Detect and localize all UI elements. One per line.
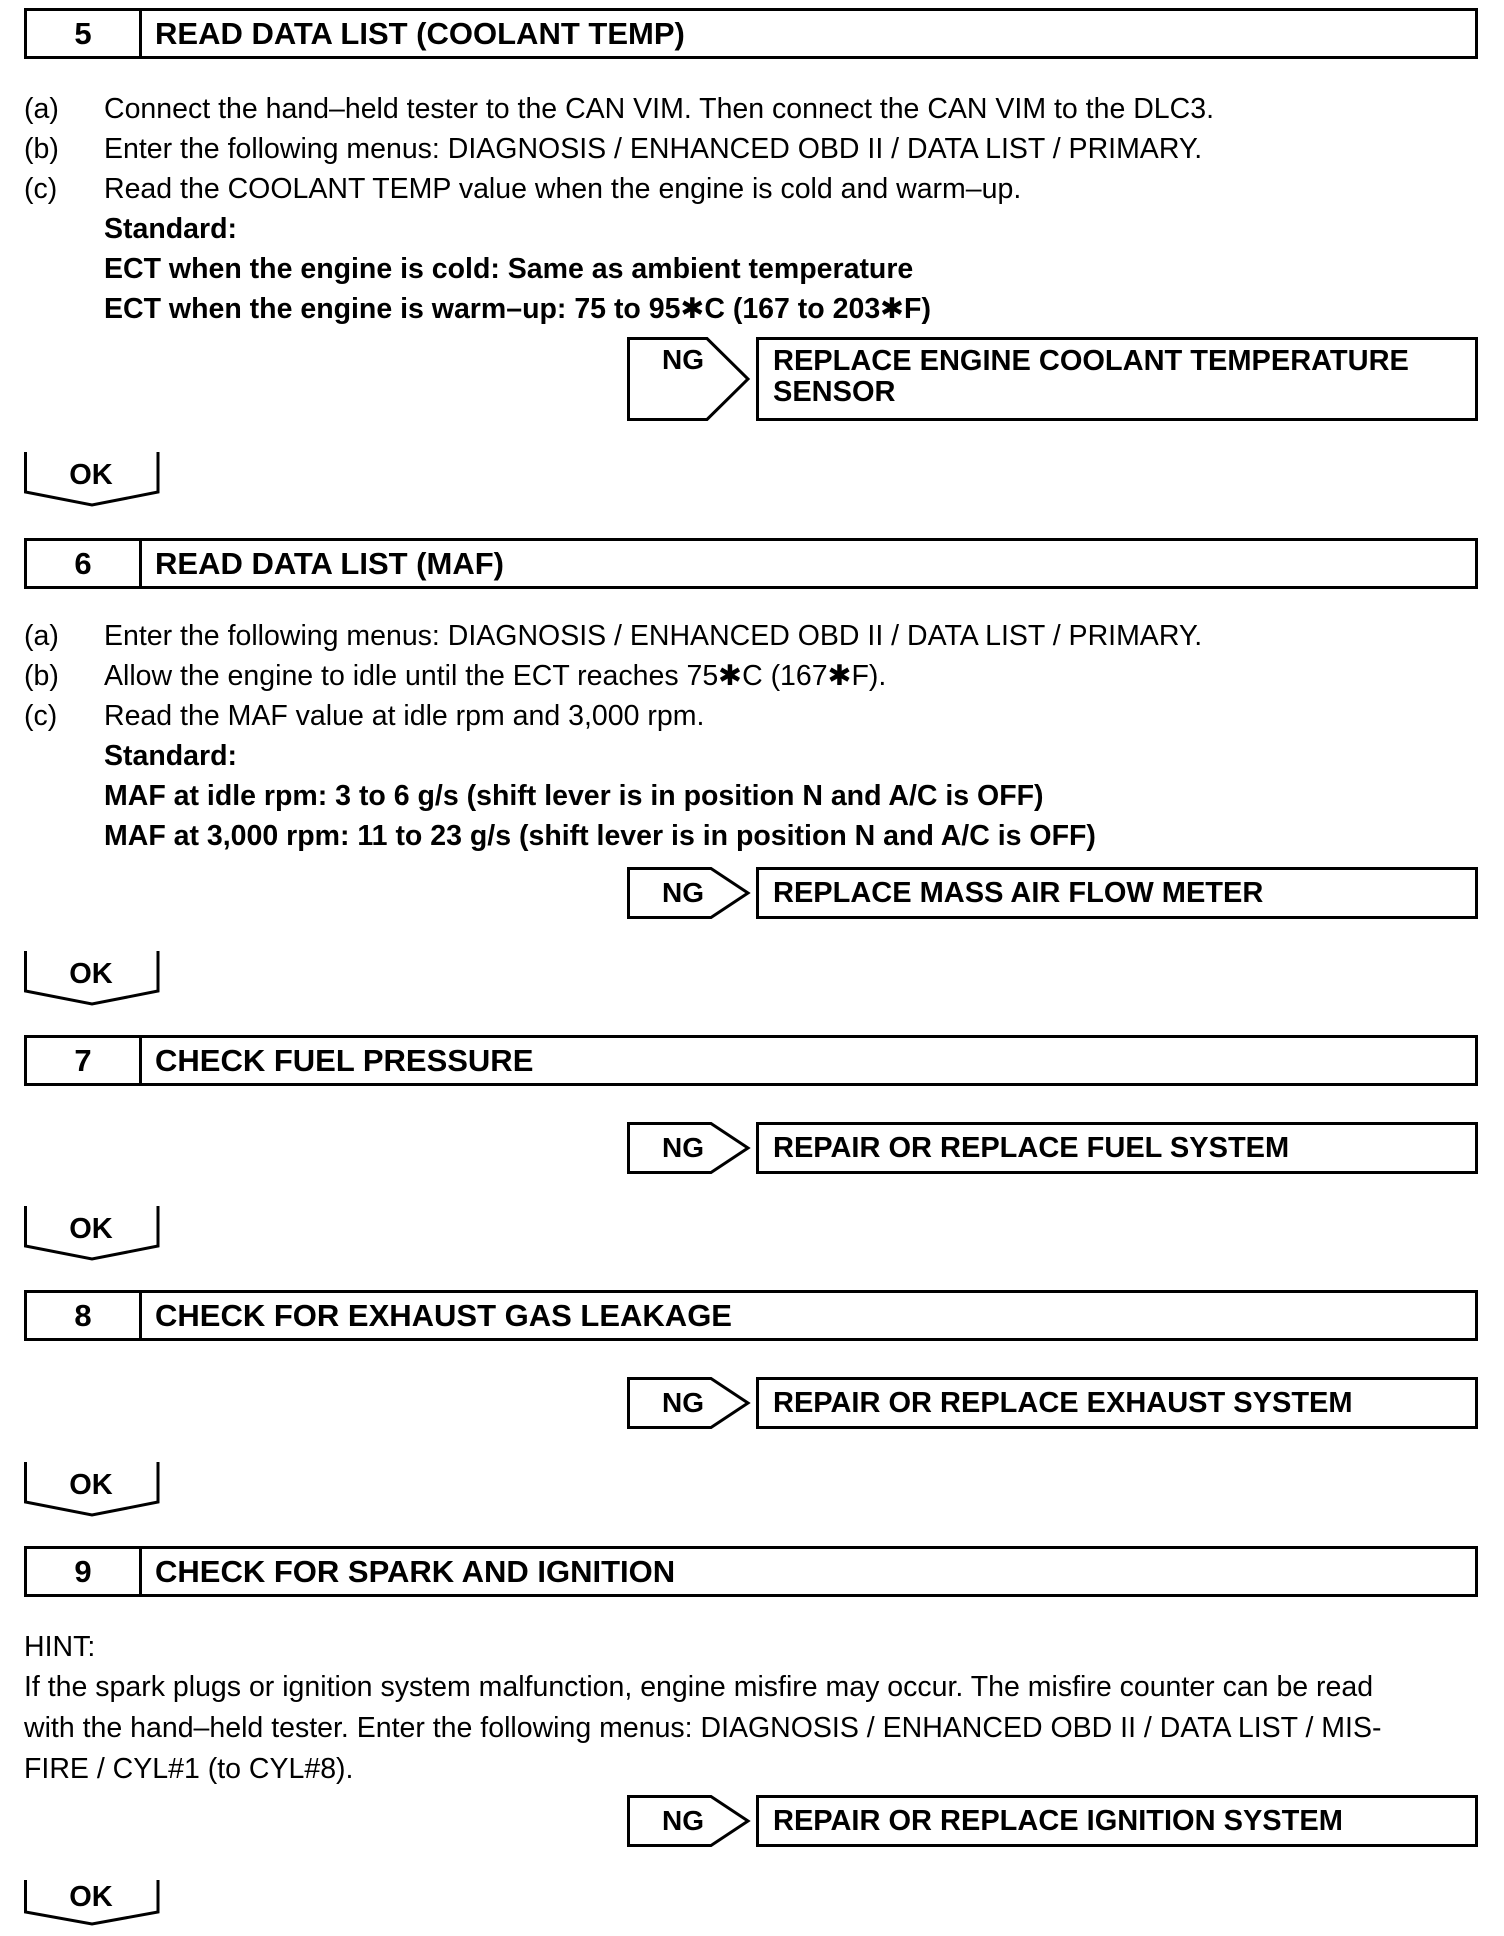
step-9-ng-arrow	[627, 1795, 751, 1847]
step-9-ng-action-box	[756, 1795, 1478, 1847]
step-9-hint-line-1: If the spark plugs or ignition system malfunction, engine misfire may occur. The misfire counter can be read	[24, 1671, 1374, 1703]
step-6-item-b-text: Allow the engine to idle until the ECT reaches 75✱C (167✱F).	[104, 660, 887, 692]
step-6-standard-line-2: MAF at 3,000 rpm: 11 to 23 g/s (shift lever is in position N and A/C is OFF)	[104, 820, 1096, 852]
step-6-ng-action-box	[756, 867, 1478, 919]
step-6-standard-line-1: MAF at idle rpm: 3 to 6 g/s (shift lever is in position N and A/C is OFF)	[104, 780, 1044, 812]
step-8-ok-tab	[24, 1462, 164, 1518]
step-7-number: 7	[27, 1038, 142, 1083]
step-9-hint-line-2: with the hand–held tester. Enter the following menus: DIAGNOSIS / ENHANCED OBD II / DATA LIST / MIS-	[24, 1712, 1382, 1744]
step-8-ok-label: OK	[69, 1469, 113, 1501]
step-9-ok-label: OK	[69, 1881, 113, 1913]
step-9-number: 9	[27, 1549, 142, 1594]
step-9-ng-label: NG	[662, 1805, 704, 1836]
step-6-ok-tab	[24, 951, 164, 1007]
step-6-item-c-text: Read the MAF value at idle rpm and 3,000 rpm.	[104, 700, 705, 732]
step-8-ng-action-box	[756, 1377, 1478, 1429]
step-5-ng-action-line-2: SENSOR	[773, 376, 896, 408]
step-6-item-b-label: (b)	[24, 660, 59, 692]
step-6-ng-label: NG	[662, 877, 704, 908]
step-9-ok-tab	[24, 1880, 164, 1936]
step-6-number: 6	[27, 541, 142, 586]
step-6-header	[24, 538, 1478, 589]
step-5-standard-line-2: ECT when the engine is warm–up: 75 to 95✱C (167 to 203✱F)	[104, 293, 931, 325]
step-8-title: CHECK FOR EXHAUST GAS LEAKAGE	[155, 1298, 732, 1333]
step-7-ng-label: NG	[662, 1132, 704, 1163]
step-7-ok-tab	[24, 1206, 164, 1262]
step-6-ok-label: OK	[69, 958, 113, 990]
step-9-header	[24, 1546, 1478, 1597]
step-9-ng-action: REPAIR OR REPLACE IGNITION SYSTEM	[773, 1805, 1343, 1837]
step-6-title: READ DATA LIST (MAF)	[155, 546, 504, 581]
step-5-header	[24, 8, 1478, 59]
step-8-number: 8	[27, 1293, 142, 1338]
step-8-ng-label: NG	[662, 1387, 704, 1418]
step-5-item-a-text: Connect the hand–held tester to the CAN VIM. Then connect the CAN VIM to the DLC3.	[104, 93, 1214, 125]
step-6-ng-arrow	[627, 867, 751, 919]
step-6-standard-label: Standard:	[104, 740, 238, 772]
step-5-ng-label: NG	[662, 344, 704, 375]
step-8-ng-action: REPAIR OR REPLACE EXHAUST SYSTEM	[773, 1387, 1353, 1419]
step-9-title: CHECK FOR SPARK AND IGNITION	[155, 1554, 676, 1589]
step-7-title: CHECK FUEL PRESSURE	[155, 1043, 534, 1078]
step-5-item-c-text: Read the COOLANT TEMP value when the engine is cold and warm–up.	[104, 173, 1022, 205]
step-5-item-a-label: (a)	[24, 93, 59, 125]
step-5-number: 5	[27, 11, 142, 56]
step-5-item-b-label: (b)	[24, 133, 59, 165]
step-7-header	[24, 1035, 1478, 1086]
step-8-ng-arrow	[627, 1377, 751, 1429]
step-6-item-c-label: (c)	[24, 700, 58, 732]
step-5-ng-action-line-1: REPLACE ENGINE COOLANT TEMPERATURE	[773, 345, 1409, 377]
step-5-ok-label: OK	[69, 459, 113, 491]
step-5-ng-arrow	[627, 337, 751, 421]
step-7-ng-arrow	[627, 1122, 751, 1174]
step-5-item-c-label: (c)	[24, 173, 58, 205]
step-7-ng-action: REPAIR OR REPLACE FUEL SYSTEM	[773, 1132, 1290, 1164]
step-5-title: READ DATA LIST (COOLANT TEMP)	[155, 16, 685, 51]
step-8-header	[24, 1290, 1478, 1341]
step-7-ng-action-box	[756, 1122, 1478, 1174]
step-6-item-a-label: (a)	[24, 620, 59, 652]
step-5-standard-label: Standard:	[104, 213, 238, 245]
step-9-hint-line-3: FIRE / CYL#1 (to CYL#8).	[24, 1753, 354, 1785]
step-5-ok-tab	[24, 452, 164, 508]
step-5-standard-line-1: ECT when the engine is cold: Same as ambient temperature	[104, 253, 914, 285]
step-6-item-a-text: Enter the following menus: DIAGNOSIS / ENHANCED OBD II / DATA LIST / PRIMARY.	[104, 620, 1203, 652]
step-9-hint-label: HINT:	[24, 1631, 96, 1663]
step-5-item-b-text: Enter the following menus: DIAGNOSIS / ENHANCED OBD II / DATA LIST / PRIMARY.	[104, 133, 1203, 165]
step-7-ok-label: OK	[69, 1213, 113, 1245]
step-6-ng-action: REPLACE MASS AIR FLOW METER	[773, 877, 1264, 909]
step-5-ng-action-box	[756, 337, 1478, 421]
